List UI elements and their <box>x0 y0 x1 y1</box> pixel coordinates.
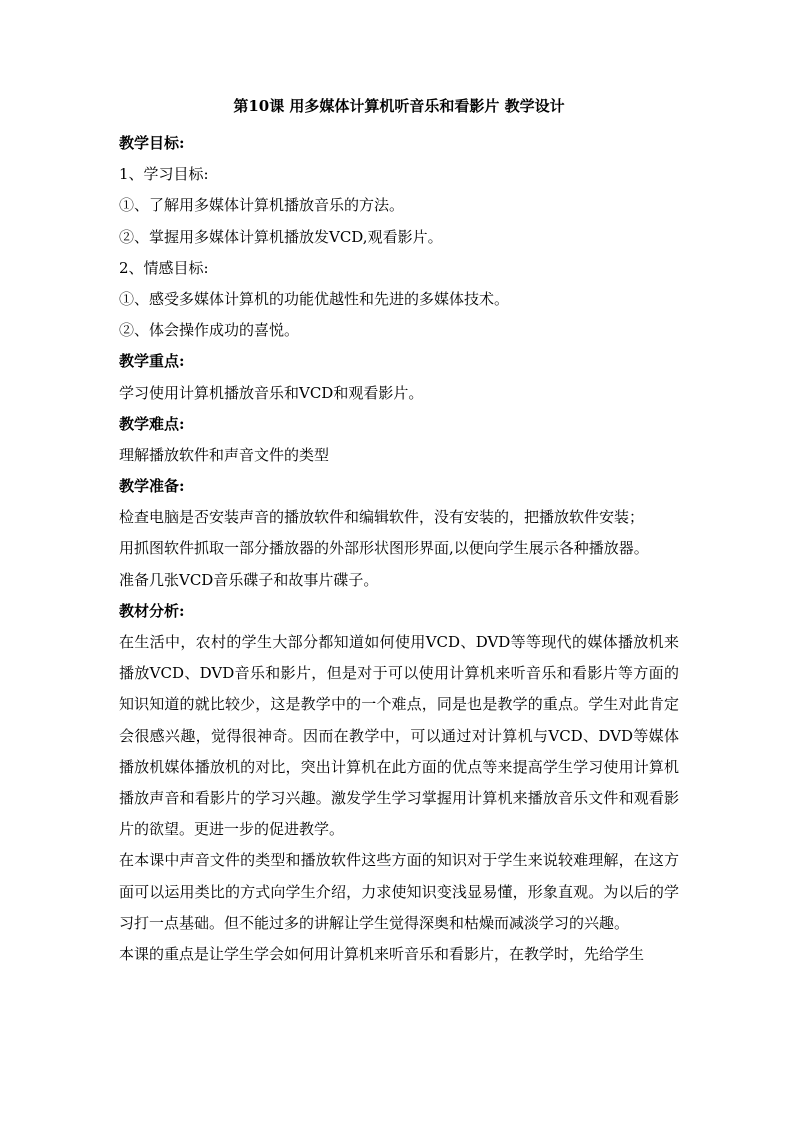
emotion-objective-item: ②、体会操作成功的喜悦。 <box>119 321 300 340</box>
learning-objective-item: ②、掌握用多媒体计算机播放发VCD,观看影片。 <box>119 227 443 246</box>
analysis-heading: 教材分析: <box>119 601 185 620</box>
preparation-heading: 教学准备: <box>119 477 185 496</box>
preparation-line: 用抓图软件抓取一部分播放器的外部形状图形界面,以便向学生展示各种播放器。 <box>119 539 649 558</box>
difficulties-heading: 教学难点: <box>119 414 185 433</box>
analysis-paragraph: 在本课中声音文件的类型和播放软件这些方面的知识对于学生来说较难理解，在这方面可以运用类比的方式向学生介绍，力求使知识变浅显易懂，形象直观。为以后的学习打一点基础。但不能过多的讲解让学生觉得深奥和枯燥而减淡学习的兴趣。 <box>119 851 679 932</box>
document-title: 第10课 用多媒体计算机听音乐和看影片 教学设计 <box>233 97 565 115</box>
objectives-heading: 教学目标: <box>119 134 185 152</box>
emotion-objective-item: ①、感受多媒体计算机的功能优越性和先进的多媒体技术。 <box>119 289 510 308</box>
difficulties-text: 理解播放软件和声音文件的类型 <box>119 445 330 464</box>
analysis-paragraph: 本课的重点是让学生学会如何用计算机来听音乐和看影片，在教学时，先给学生 <box>119 945 645 964</box>
key-points-text: 学习使用计算机播放音乐和VCD和观看影片。 <box>119 383 424 402</box>
document-page <box>119 96 679 970</box>
learning-objectives-label: 1、学习目标: <box>119 165 209 184</box>
emotion-objectives-label: 2、情感目标: <box>119 258 209 277</box>
analysis-paragraph: 在生活中，农村的学生大部分都知道如何使用VCD、DVD等等现代的媒体播放机来播放VCD、DVD音乐和影片，但是对于可以使用计算机来听音乐和看影片等方面的知识知道的就比较少，这是教学中的一个难点，同是也是教学的重点。学生对此肯定会很感兴趣，觉得很神奇。因而在教学中，可以通过对计算机与VCD、DVD等媒体播放机媒体播放机的对比，突出计算机在此方面的优点等来提高学生学习使用计算机播放声音和看影片的学习兴趣。激发学生学习掌握用计算机来播放音乐文件和观看影片的欲望。更进一步的促进教学。 <box>119 633 679 839</box>
preparation-line: 准备几张VCD音乐碟子和故事片碟子。 <box>119 570 379 589</box>
preparation-line: 检查电脑是否安装声音的播放软件和编辑软件，没有安装的，把播放软件安装； <box>119 508 645 527</box>
learning-objective-item: ①、了解用多媒体计算机播放音乐的方法。 <box>119 196 405 215</box>
key-points-heading: 教学重点: <box>119 352 185 371</box>
